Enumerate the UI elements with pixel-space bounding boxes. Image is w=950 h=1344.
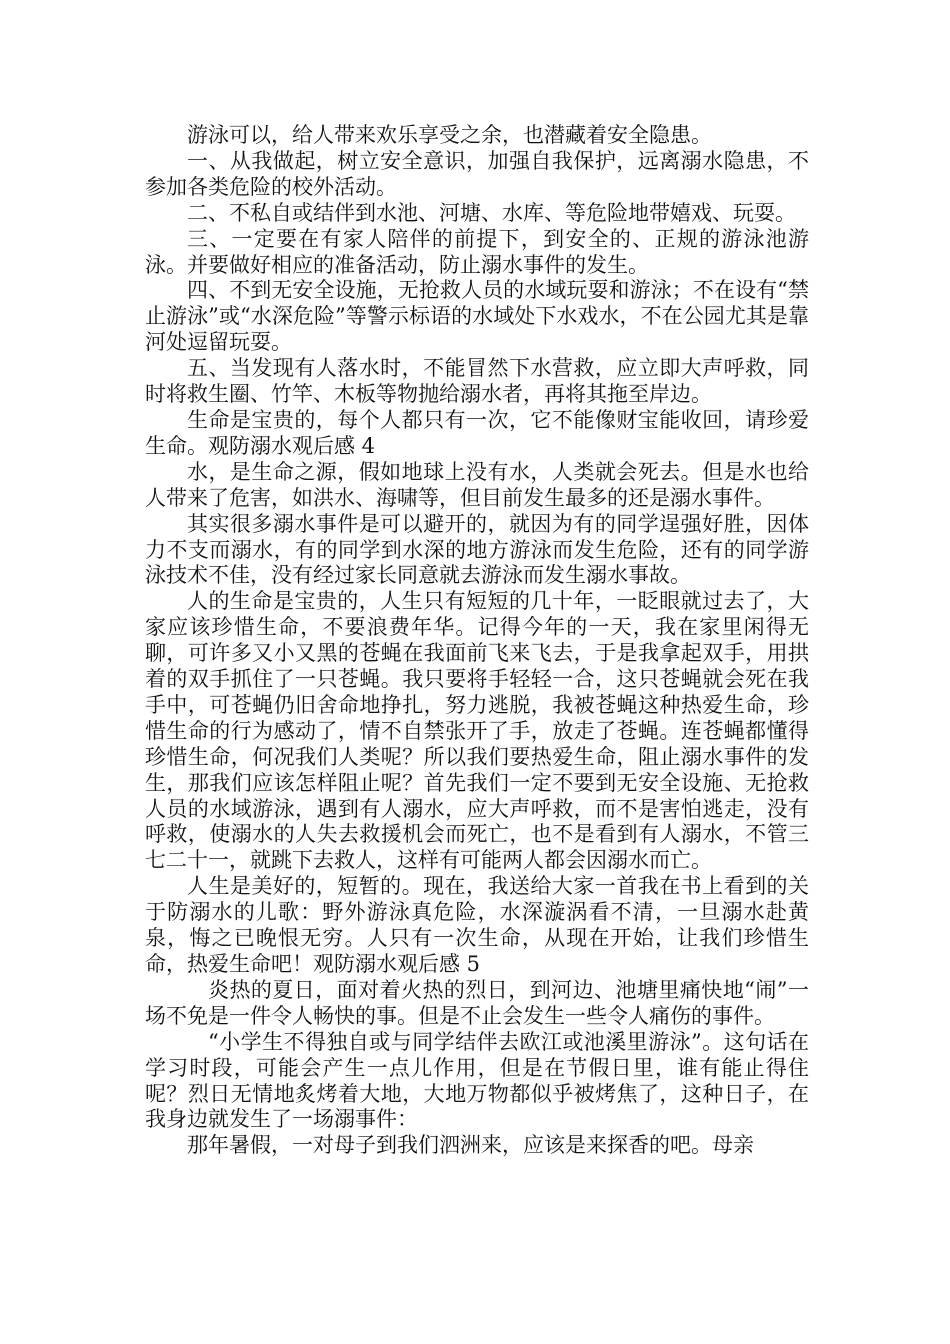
paragraph: 其实很多溺水事件是可以避开的，就因为有的同学逞强好胜，因体力不支而溺水，有的同学到水深的地方游泳而发生危险，还有的同学游泳技术不佳，没有经过家长同意就去游泳而发生溺水事故。 bbox=[145, 511, 809, 588]
paragraph: 水，是生命之源，假如地球上没有水，人类就会死去。但是水也给人带来了危害，如洪水、海啸等，但目前发生最多的还是溺水事件。 bbox=[145, 459, 809, 510]
document-body bbox=[145, 123, 809, 1159]
paragraph: 人的生命是宝贵的，人生只有短短的几十年，一眨眼就过去了，大家应该珍惜生命，不要浪费年华。记得今年的一天，我在家里闲得无聊，可许多又小又黑的苍蝇在我面前飞来飞去，于是我拿起双手，用拱着的双手抓住了一只苍蝇。我只要将手轻轻一合，这只苍蝇就会死在我手中，可苍蝇仍旧舍命地挣扎，努力逃脱，我被苍蝇这种热爱生命，珍惜生命的行为感动了，情不自禁张开了手，放走了苍蝇。连苍蝇都懂得珍惜生命，何况我们人类呢？所以我们要热爱生命，阻止溺水事件的发生，那我们应该怎样阻止呢？首先我们一定不要到无安全设施、无抢救人员的水域游泳，遇到有人溺水，应大声呼救，而不是害怕逃走，没有呼救，使溺水的人失去救援机会而死亡，也不是看到有人溺水，不管三七二十一，就跳下去救人，这样有可能两人都会因溺水而亡。 bbox=[145, 589, 809, 873]
paragraph: 三、一定要在有家人陪伴的前提下，到安全的、正规的游泳池游泳。并要做好相应的准备活动，防止溺水事件的发生。 bbox=[145, 226, 809, 277]
paragraph: 游泳可以，给人带来欢乐享受之余，也潜藏着安全隐患。 bbox=[187, 123, 712, 147]
paragraph: 那年暑假，一对母子到我们泗洲来，应该是来探香的吧。母亲 bbox=[187, 1133, 754, 1158]
paragraph: “小学生不得独自或与同学结伴去欧江或池溪里游泳”。这句话在学习时段，可能会产生一点儿作用，但是在节假日里，谁有能止得住呢？烈日无情地炙烤着大地，大地万物都似乎被烤焦了，这种日子，在我身边就发生了一场溺事件： bbox=[145, 1029, 809, 1132]
paragraph: 人生是美好的，短暂的。现在，我送给大家一首我在书上看到的关于防溺水的儿歌：野外游泳真危险，水深漩涡看不清，一旦溺水赴黄泉，悔之已晚恨无穷。人只有一次生命，从现在开始，让我们珍惜生命，热爱生命吧！观防溺水观后感 5 bbox=[145, 874, 809, 976]
paragraph: 五、当发现有人落水时，不能冒然下水营救，应立即大声呼救，同时将救生圈、竹竿、木板等物抛给溺水者，再将其拖至岸边。 bbox=[145, 356, 809, 407]
paragraph: 一、从我做起，树立安全意识，加强自我保护，远离溺水隐患，不参加各类危险的校外活动。 bbox=[145, 148, 809, 199]
paragraph: 二、不私自或结伴到水池、河塘、水库、等危险地带嬉戏、玩耍。 bbox=[187, 200, 796, 225]
paragraph: 炎热的夏日，面对着火热的烈日，到河边、池塘里痛快地“闹”一场不免是一件令人畅快的事。但是不止会发生一些令人痛伤的事件。 bbox=[145, 977, 809, 1028]
paragraph: 四、不到无安全设施，无抢救人员的水域玩耍和游泳；不在设有“禁止游泳”或“水深危险”等警示标语的水域处下水戏水，不在公园尤其是靠河处逗留玩耍。 bbox=[145, 278, 809, 355]
paragraph: 生命是宝贵的，每个人都只有一次，它不能像财宝能收回，请珍爱生命。观防溺水观后感 4 bbox=[145, 407, 809, 458]
